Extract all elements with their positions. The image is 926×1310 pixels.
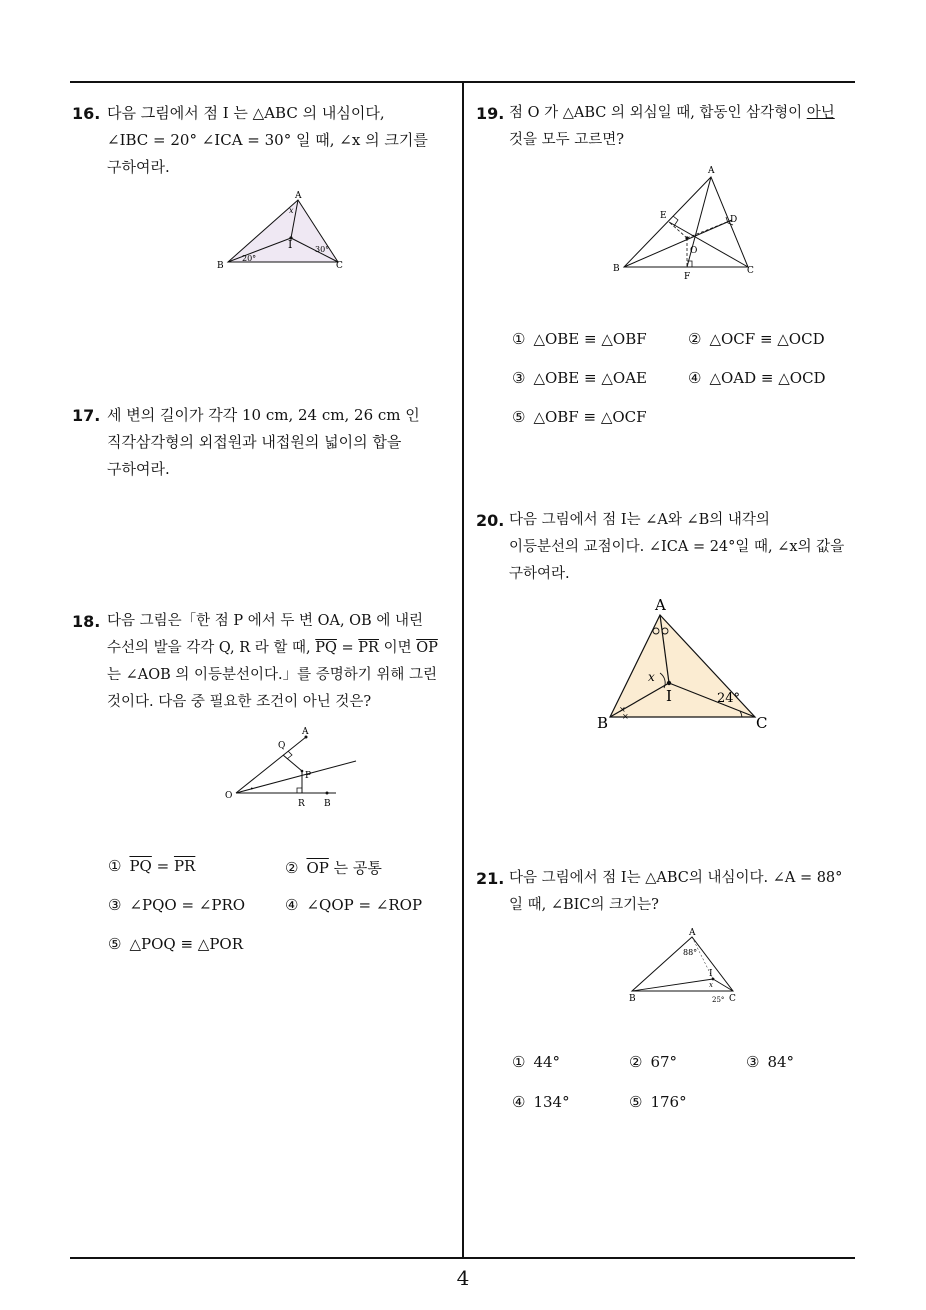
label-E: E [660, 211, 667, 221]
label-I: I [709, 969, 713, 979]
label-B: B [217, 261, 224, 271]
choice-5[interactable]: ⑤ △POQ ≡ △POR [108, 935, 244, 953]
label-A: A [689, 928, 696, 938]
angle-a-label: 88° [683, 948, 698, 957]
q16-triangle-figure [210, 188, 360, 273]
label-B: B [629, 994, 636, 1004]
label-A: A [708, 166, 715, 176]
label-x: x [709, 981, 713, 989]
q21-triangle-figure [620, 925, 750, 1010]
label-B: B [324, 799, 331, 809]
choice-1[interactable]: ① $\overline{PQ} = \overline{PR}$ [108, 857, 196, 875]
choice-2[interactable]: ② $\overline{OP}$ 는 공통 [285, 859, 382, 877]
choice-4[interactable]: ④ 134° [512, 1093, 570, 1111]
choice-1[interactable]: ① △OBE ≡ △OBF [512, 330, 647, 348]
label-A: A [295, 191, 302, 201]
question-text-line: ∠IBC = 20° ∠ICA = 30° 일 때, ∠x 의 크기를 [107, 131, 428, 149]
question-text-line: 는 ∠AOB 의 이등분선이다.」를 증명하기 위해 그린 [107, 667, 438, 683]
label-A: A [302, 727, 309, 737]
question-text-line: 다음 그림에서 점 I는 △ABC의 내심이다. ∠A = 88° [509, 870, 843, 886]
question-number: 19. [476, 104, 505, 123]
choice-3[interactable]: ③ 84° [746, 1053, 795, 1071]
question-number: 16. [72, 104, 101, 123]
question-number: 18. [72, 612, 101, 631]
question-text-line: 일 때, ∠BIC의 크기는? [509, 897, 659, 913]
svg-text:×: × [622, 712, 629, 721]
angle-c-label: 24° [717, 691, 741, 706]
question-number: 17. [72, 406, 101, 425]
choice-2[interactable]: ② △OCF ≡ △OCD [688, 330, 825, 348]
label-O: O [690, 246, 698, 256]
q19-circumcenter-figure [608, 160, 768, 285]
choice-4[interactable]: ④ ∠QOP = ∠ROP [285, 896, 423, 914]
choice-4[interactable]: ④ △OAD ≡ △OCD [688, 369, 826, 387]
question-text-line: 것을 모두 고르면? [509, 132, 625, 148]
choice-5[interactable]: ⑤ 176° [629, 1093, 687, 1111]
angle-b-label: 20° [242, 254, 257, 263]
label-I: I [288, 238, 293, 251]
choice-1[interactable]: ① 44° [512, 1053, 561, 1071]
bottom-rule [70, 1257, 855, 1259]
question-text-line: 것이다. 다음 중 필요한 조건이 아닌 것은? [107, 694, 372, 710]
question-text-line: 직각삼각형의 외접원과 내접원의 넓이의 합을 [107, 433, 402, 451]
label-I: I [666, 687, 672, 705]
label-F: F [684, 272, 691, 282]
label-B: B [597, 714, 609, 732]
page-number: 4 [456, 1266, 470, 1290]
question-text-line: 다음 그림에서 점 I 는 △ABC 의 내심이다, [107, 104, 385, 122]
label-C: C [756, 714, 768, 732]
question-text-line: 세 변의 길이가 각각 10 cm, 24 cm, 26 cm 인 [107, 406, 420, 424]
label-Q: Q [278, 741, 286, 751]
label-O: O [225, 791, 233, 801]
q20-triangle-figure [590, 595, 780, 765]
question-text-line: 구하여라. [509, 566, 570, 582]
question-text-line: 다음 그림은「한 점 P 에서 두 변 OA, OB 에 내린 [107, 613, 423, 629]
choice-3[interactable]: ③ ∠PQO = ∠PRO [108, 896, 246, 914]
choice-5[interactable]: ⑤ △OBF ≡ △OCF [512, 408, 647, 426]
label-R: R [298, 799, 305, 809]
angle-c-label: 25° [712, 996, 725, 1004]
label-C: C [336, 261, 343, 271]
label-x: x [648, 670, 655, 684]
label-C: C [747, 266, 754, 276]
label-D: D [730, 215, 738, 225]
angle-c-label: 30° [315, 245, 330, 254]
choice-3[interactable]: ③ △OBE ≡ △OAE [512, 369, 647, 387]
label-A: A [655, 596, 666, 614]
question-number: 21. [476, 869, 505, 888]
label-P: P [305, 771, 312, 781]
question-text-line: 수선의 발을 각각 Q, R 라 할 때, $\overline{PQ} = \overline{PR}$ 이면 $\overline{OP}$ [107, 640, 438, 656]
q18-angle-bisector-figure [222, 725, 362, 810]
question-text-line: 구하여라. [107, 460, 170, 478]
question-number: 20. [476, 511, 505, 530]
svg-text:•: • [250, 786, 254, 793]
question-text-line: 구하여라. [107, 158, 170, 176]
question-text-line: 이등분선의 교점이다. ∠ICA = 24°일 때, ∠x의 값을 [509, 539, 845, 555]
column-divider [462, 82, 464, 1259]
question-text-line: 다음 그림에서 점 I는 ∠A와 ∠B의 내각의 [509, 512, 770, 528]
choice-2[interactable]: ② 67° [629, 1053, 678, 1071]
question-text-line: 점 O 가 △ABC 의 외심일 때, 합동인 삼각형이 아닌 [509, 105, 835, 121]
label-x: x [289, 206, 294, 215]
label-B: B [613, 264, 620, 274]
svg-text:×: × [619, 705, 626, 714]
label-C: C [729, 994, 736, 1004]
